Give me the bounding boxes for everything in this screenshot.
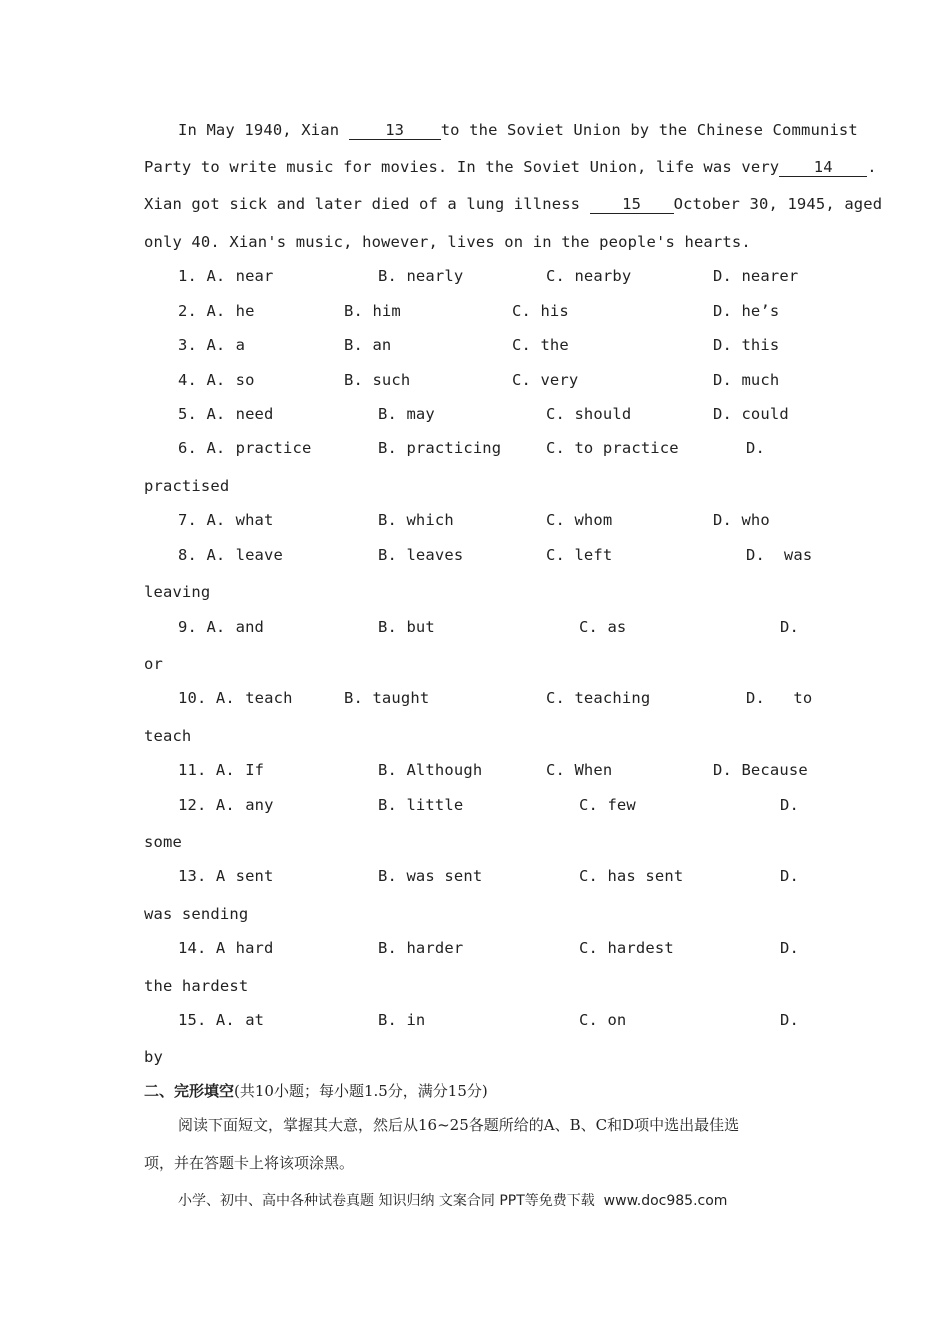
option-a: sent bbox=[235, 867, 274, 885]
option-d-wrap: by bbox=[144, 1048, 163, 1066]
option-a: leave bbox=[235, 546, 284, 564]
option-d: D. bbox=[780, 867, 799, 885]
option-d: D. this bbox=[713, 336, 780, 354]
option-d: D. bbox=[780, 1011, 799, 1029]
option-b: B. taught bbox=[344, 689, 430, 707]
passage-text: . bbox=[867, 158, 877, 176]
option-d: D. he’s bbox=[713, 302, 780, 320]
option-d: D. could bbox=[713, 405, 789, 423]
question-number: 11. A. bbox=[178, 761, 235, 779]
option-d: D. much bbox=[713, 371, 780, 389]
footer-link-text: 小学、初中、高中各种试卷真题 知识归纳 文案合同 PPT等免费下载 www.doc985.com bbox=[178, 1193, 728, 1209]
blank-15: 15 bbox=[590, 196, 674, 214]
option-b: B. such bbox=[344, 371, 411, 389]
passage-text: In May 1940, Xian bbox=[178, 121, 349, 139]
option-d: D. bbox=[746, 439, 765, 457]
option-b: B. him bbox=[344, 302, 401, 320]
option-c: C. very bbox=[512, 371, 579, 389]
passage-line-3 bbox=[144, 194, 882, 214]
option-c: C. as bbox=[579, 618, 627, 636]
section-heading bbox=[144, 1080, 488, 1101]
section-title: 二、完形填空 bbox=[144, 1082, 235, 1100]
option-c: C. has sent bbox=[579, 867, 684, 885]
option-c: C. nearby bbox=[546, 267, 632, 285]
passage-text: Xian got sick and later died of a lung illness bbox=[144, 195, 590, 213]
option-b: B. practicing bbox=[378, 439, 502, 457]
option-c: C. his bbox=[512, 302, 569, 320]
question-number: 3. A. bbox=[178, 336, 226, 354]
question-number: 5. A. bbox=[178, 405, 226, 423]
option-d: D. to bbox=[746, 689, 813, 707]
question-number: 15. A. bbox=[178, 1011, 235, 1029]
option-b: B. an bbox=[344, 336, 392, 354]
option-d: D. bbox=[780, 939, 799, 957]
question-number: 2. A. bbox=[178, 302, 226, 320]
option-b: B. in bbox=[378, 1011, 426, 1029]
instructions-line-2: 项，并在答题卡上将该项涂黑。 bbox=[144, 1154, 355, 1172]
question-number: 13. A bbox=[178, 867, 226, 885]
option-a: and bbox=[235, 618, 265, 636]
option-d: D. nearer bbox=[713, 267, 799, 285]
option-a: hard bbox=[235, 939, 274, 957]
section-points: (共10小题；每小题1.5分，满分15分) bbox=[234, 1082, 488, 1100]
option-d-wrap: some bbox=[144, 833, 182, 851]
option-d-wrap: practised bbox=[144, 477, 230, 495]
option-d-wrap: was sending bbox=[144, 905, 249, 923]
option-c: C. teaching bbox=[546, 689, 651, 707]
option-a: teach bbox=[245, 689, 293, 707]
question-number: 12. A. bbox=[178, 796, 235, 814]
option-d: D. bbox=[780, 796, 799, 814]
option-a: so bbox=[235, 371, 255, 389]
option-b: B. harder bbox=[378, 939, 464, 957]
instructions-line-1: 阅读下面短文，掌握其大意，然后从16~25各题所给的A、B、C和D项中选出最佳选 bbox=[178, 1116, 740, 1134]
question-number: 9. A. bbox=[178, 618, 226, 636]
option-b: B. was sent bbox=[378, 867, 483, 885]
option-c: C. When bbox=[546, 761, 613, 779]
option-b: B. leaves bbox=[378, 546, 464, 564]
passage-line-2 bbox=[144, 157, 877, 177]
option-c: C. to practice bbox=[546, 439, 679, 457]
option-b: B. Although bbox=[378, 761, 483, 779]
option-d-wrap: or bbox=[144, 655, 163, 673]
option-c: C. hardest bbox=[579, 939, 674, 957]
option-a: a bbox=[235, 336, 246, 354]
option-b: B. may bbox=[378, 405, 435, 423]
option-b: B. which bbox=[378, 511, 454, 529]
option-d: D. was bbox=[746, 546, 813, 564]
question-number: 10. A. bbox=[178, 689, 235, 707]
option-c: C. whom bbox=[546, 511, 613, 529]
option-a: need bbox=[235, 405, 274, 423]
passage-line-1 bbox=[178, 120, 858, 140]
question-number: 7. A. bbox=[178, 511, 226, 529]
option-a: any bbox=[245, 796, 274, 814]
passage-line-4: only 40. Xian's music, however, lives on in the people's hearts. bbox=[144, 233, 751, 251]
option-c: C. few bbox=[579, 796, 636, 814]
option-a: If bbox=[245, 761, 265, 779]
option-b: B. little bbox=[378, 796, 464, 814]
question-number: 14. A bbox=[178, 939, 226, 957]
question-number: 4. A. bbox=[178, 371, 226, 389]
option-c: C. left bbox=[546, 546, 613, 564]
option-d-wrap: teach bbox=[144, 727, 192, 745]
option-d: D. bbox=[780, 618, 799, 636]
option-b: B. nearly bbox=[378, 267, 464, 285]
blank-13: 13 bbox=[349, 122, 441, 140]
option-d-wrap: leaving bbox=[144, 583, 211, 601]
question-number: 6. A. bbox=[178, 439, 226, 457]
option-c: C. should bbox=[546, 405, 632, 423]
option-d: D. Because bbox=[713, 761, 808, 779]
passage-text: October 30, 1945, aged bbox=[673, 195, 883, 213]
blank-14: 14 bbox=[779, 159, 867, 177]
question-number: 1. A. bbox=[178, 267, 226, 285]
option-d-wrap: the hardest bbox=[144, 977, 249, 995]
option-c: C. on bbox=[579, 1011, 627, 1029]
option-a: he bbox=[235, 302, 255, 320]
question-number: 8. A. bbox=[178, 546, 226, 564]
option-a: what bbox=[235, 511, 274, 529]
option-c: C. the bbox=[512, 336, 569, 354]
option-d: D. who bbox=[713, 511, 770, 529]
option-b: B. but bbox=[378, 618, 435, 636]
option-a: practice bbox=[235, 439, 312, 457]
passage-text: Party to write music for movies. In the Soviet Union, life was very bbox=[144, 158, 780, 176]
option-a: near bbox=[235, 267, 274, 285]
passage-text: to the Soviet Union by the Chinese Communist bbox=[440, 121, 858, 139]
option-a: at bbox=[245, 1011, 265, 1029]
